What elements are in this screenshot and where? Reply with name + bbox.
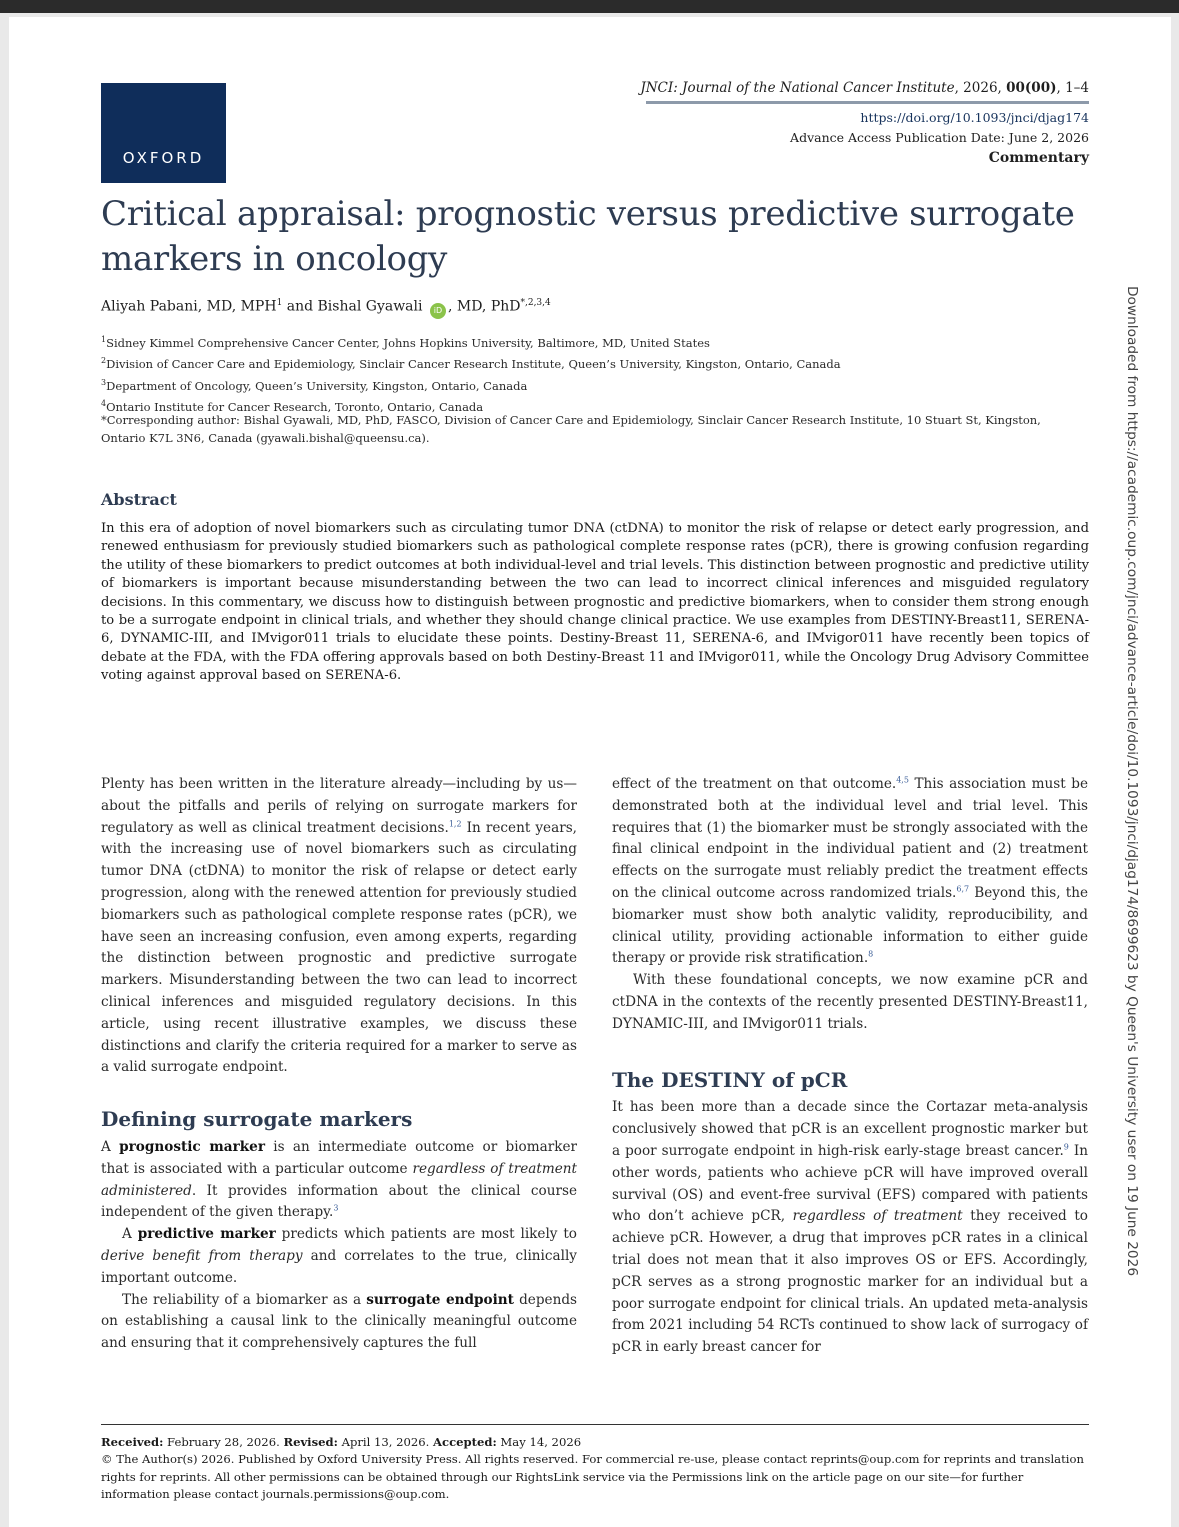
text-run: Plenty has been written in the literature already—including by us—about the pitfalls and perils of relying on surrogate markers for regulatory as well as clinical treatment decisions. — [101, 776, 577, 836]
affiliation-number: 2 — [101, 356, 107, 366]
received-label: Received: — [101, 1435, 164, 1449]
citation-ref[interactable]: 1,2 — [448, 819, 462, 829]
text-run: depends on establishing a causal link to the clinically meaningful outcome and ensuring that it comprehensively captures the full — [101, 1291, 578, 1352]
body-paragraph — [101, 1137, 577, 1224]
author-2-degrees: , MD, PhD — [447, 298, 521, 315]
affiliation-number: 3 — [101, 377, 107, 387]
italic-run: regardless of treatment administered — [101, 1160, 577, 1199]
bold-term: predictive marker — [137, 1226, 276, 1243]
body-column-left — [101, 774, 577, 1355]
accepted-date: May 14, 2026 — [496, 1435, 582, 1449]
italic-run: derive benefit from therapy — [101, 1247, 303, 1264]
abstract-text: In this era of adoption of novel biomarkers such as circulating tumor DNA (ctDNA) to monitor the risk of relapse or detect early progression, and renewed enthusiasm for previously studied biomarkers such as pathological complete response rates (pCR), there is growing confusion regarding the utility of these biomarkers to predict outcomes at both individual-level and trial levels. This distinction between prognostic and predictive utility of biomarkers is important because misunderstanding between the two can lead to incorrect clinical inferences and misguided regulatory decisions. In this commentary, we discuss how to distinguish between prognostic and predictive biomarkers, when to consider them strong enough to be a surrogate endpoint in clinical trials, and whether they should change clinical practice. We use examples from DESTINY-Breast11, SERENA-6, DYNAMIC-III, and IMvigor011 trials to elucidate these points. Destiny-Breast 11, SERENA-6, and IMvigor011 have recently been topics of debate at the FDA, with the FDA offering approvals based on both Destiny-Breast 11 and IMvigor011, while the Oncology Drug Advisory Committee voting against approval based on SERENA-6. — [101, 521, 1089, 684]
text-run: In other words, patients who achieve pCR will have improved overall survival (OS) and event-free survival (EFS) compared with patients who don’t achieve pCR, — [612, 1142, 1088, 1225]
body-paragraph: With these foundational concepts, we now examine pCR and ctDNA in the contexts of the recently presented DESTINY-Breast11, DYNAMIC-III, and IMvigor011 trials. — [612, 972, 1088, 1032]
italic-run: regardless of treatment — [792, 1208, 963, 1225]
article-title: Critical appraisal: prognostic versus predictive surrogate markers in oncology — [101, 194, 1075, 279]
history-dates — [101, 1434, 1091, 1451]
text-run: and correlates to the true, clinically important outcome. — [101, 1247, 577, 1286]
text-run: This association must be demonstrated both at the individual level and trial level. This requires that (1) the biomarker must be strongly associated with the final clinical endpoint in the individual patient and (2) treatment effects on the surrogate must reliably predict the treatment effects on the clinical outcome across randomized trials. — [612, 776, 1088, 901]
citation-ref[interactable]: 9 — [1063, 1142, 1069, 1152]
affiliations — [101, 331, 841, 417]
text-run: In recent years, with the increasing use of novel biomarkers such as circulating tumor DNA (ctDNA) to monitor the risk of relapse or detect early progression, along with the renewed attention for previously studied biomarkers such as pathological complete response rates (pCR), we have seen an increasing confusion, even among experts, regarding the distinction between prognostic and predictive surrogate markers. Misunderstanding between the two can lead to incorrect clinical inferences and misguided regulatory decisions. In this article, using recent illustrative examples, we discuss these distinctions and clarify the criteria required for a marker to serve as a valid surrogate endpoint. — [101, 819, 577, 1076]
affiliation-number: 4 — [101, 399, 107, 409]
download-watermark: Downloaded from https://academic.oup.com/jnci/advance-article/doi/10.1093/jnci/djag174/8699623 by Queen's University user on 19 June 2026 — [1124, 286, 1140, 1277]
journal-pages: , 1–4 — [1056, 80, 1089, 96]
oxford-logo — [101, 83, 226, 183]
affiliation-item — [101, 374, 841, 395]
affiliation-text: Ontario Institute for Cancer Research, Toronto, Ontario, Canada — [106, 400, 484, 415]
affiliation-item — [101, 331, 841, 352]
text-run: is an intermediate outcome or biomarker that is associated with a particular outcome — [101, 1138, 577, 1177]
journal-volume: 00(00) — [1006, 80, 1057, 96]
revised-label: Revised: — [283, 1435, 338, 1449]
section-heading: The DESTINY of pCR — [612, 1067, 848, 1092]
author-1-affil: 1 — [276, 298, 283, 308]
section-heading: Defining surrogate markers — [101, 1107, 413, 1132]
affiliation-text: Sidney Kimmel Comprehensive Cancer Center, Johns Hopkins University, Baltimore, MD, United States — [106, 335, 710, 350]
bold-term: prognostic marker — [119, 1138, 265, 1155]
journal-rule — [646, 101, 1089, 104]
citation-ref[interactable]: 6,7 — [956, 884, 970, 894]
text-run: they received to achieve pCR. However, a drug that improves pCR rates in a clinical trial does not mean that it also improves OS or EFS. Accordingly, pCR serves as a strong prognostic marker for an individual but a poor surrogate endpoint for clinical trials. An updated meta-analysis from 2021 including 54 RCTs continued to show lack of surrogacy of pCR in early breast cancer for — [612, 1208, 1088, 1356]
footer-rule — [101, 1424, 1089, 1425]
author-line — [101, 298, 551, 319]
abstract-heading: Abstract — [101, 490, 177, 509]
author-1: Aliyah Pabani, MD, MPH — [101, 298, 277, 315]
body-column-right — [612, 774, 1088, 1359]
accepted-label: Accepted: — [433, 1435, 497, 1449]
body-paragraph — [612, 1097, 1088, 1359]
citation-ref[interactable]: 3 — [333, 1203, 339, 1213]
citation-ref[interactable]: 4,5 — [896, 775, 909, 785]
text-run: effect of the treatment on that outcome. — [612, 776, 897, 792]
text-run: It has been more than a decade since the Cortazar meta-analysis conclusively showed that pCR is an excellent prognostic marker but a poor surrogate endpoint in high-risk early-stage breast cancer. — [612, 1099, 1088, 1159]
text-run: Beyond this, the biomarker must show both analytic validity, reproducibility, and clinical utility, providing actionable information to either guide therapy or provide risk stratification. — [612, 884, 1088, 967]
affiliation-item — [101, 352, 841, 373]
affiliation-text: Division of Cancer Care and Epidemiology, Sinclair Cancer Research Institute, Queen’s University, Kingston, Ontario, Canada — [106, 357, 841, 372]
logo-text: OXFORD — [122, 149, 205, 167]
text-run: The reliability of a biomarker as a — [122, 1291, 367, 1308]
top-bar — [0, 0, 1179, 13]
affiliation-number: 1 — [101, 335, 107, 344]
orcid-icon[interactable]: iD — [430, 303, 446, 319]
body-paragraph — [101, 1224, 577, 1289]
text-run: . It provides information about the clinical course independent of the given therapy. — [101, 1182, 577, 1221]
article-type: Commentary — [988, 150, 1089, 166]
received-date: February 28, 2026. — [163, 1435, 284, 1449]
body-paragraph — [612, 774, 1088, 970]
corresponding-author: *Corresponding author: Bishal Gyawali, MD, PhD, FASCO, Division of Cancer Care and Epidemiology, Sinclair Cancer Research Institute, 10 Stuart St, Kingston, Ontario K7L 3N6, Canada (gyawali.bishal@queensu.ca). — [101, 413, 1041, 445]
copyright-notice: © The Author(s) 2026. Published by Oxford University Press. All rights reserved. For commercial re-use, please contact reprints@oup.com for reprints and translation rights for reprints. All other permissions can be obtained through our RightsLink service via the Permissions link on the article page on our site—for further information please contact journals.permissions@oup.com. — [101, 1452, 1084, 1502]
article-footer — [101, 1434, 1091, 1504]
text-run: predicts which patients are most likely to — [275, 1226, 577, 1243]
body-paragraph — [101, 1290, 577, 1355]
doi-link[interactable]: https://doi.org/10.1093/jnci/djag174 — [860, 110, 1089, 125]
body-paragraph — [101, 774, 577, 1079]
author-2: and Bishal Gyawali — [282, 298, 427, 315]
journal-citation — [640, 80, 1089, 96]
journal-year: , 2026, — [954, 80, 1007, 96]
citation-ref[interactable]: 8 — [868, 949, 874, 959]
affiliation-text: Department of Oncology, Queen’s University, Kingston, Ontario, Canada — [106, 378, 528, 393]
text-run: A — [122, 1226, 138, 1243]
publication-date: Advance Access Publication Date: June 2, 2026 — [790, 130, 1089, 145]
text-run: A — [101, 1138, 120, 1155]
author-2-affil: *,2,3,4 — [520, 298, 551, 308]
revised-date: April 13, 2026. — [337, 1435, 434, 1449]
bold-term: surrogate endpoint — [366, 1291, 514, 1308]
journal-name: JNCI: Journal of the National Cancer Institute — [640, 80, 955, 96]
